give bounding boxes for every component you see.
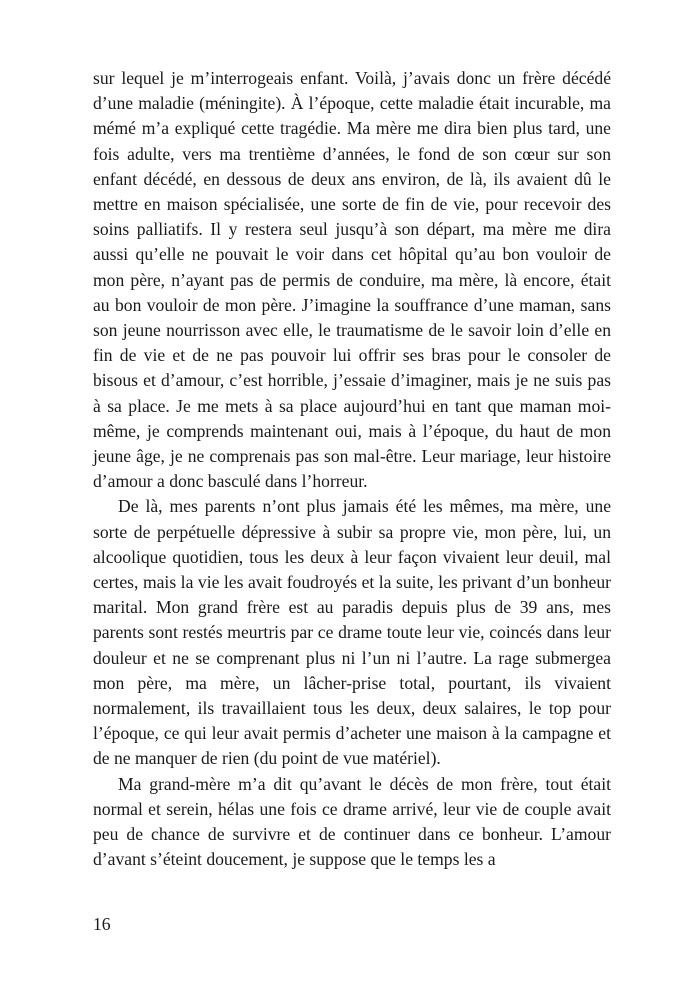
- paragraph-1: sur lequel je m’interrogeais enfant. Voilà, j’avais donc un frère décédé d’une maladie (méningite). À l’époque, cette maladie était incurable, ma mémé m’a expliqué cette tragédie. Ma mère me dira bien plus tard, une fois adulte, vers ma trentième d’années, le fond de son cœur sur son enfant décédé, en dessous de deux ans environ, de là, ils avaient dû le mettre en maison spécialisée, une sorte de fin de vie, pour recevoir des soins palliatifs. Il y restera seul jusqu’à son départ, ma mère me dira aussi qu’elle ne pouvait le voir dans cet hôpital qu’au bon vouloir de mon père, n’ayant pas de permis de conduire, ma mère, là encore, était au bon vouloir de mon père. J’imagine la souffrance d’une maman, sans son jeune nourrisson avec elle, le traumatisme de le savoir loin d’elle en fin de vie et de ne pas pouvoir lui offrir ses bras pour le consoler de bisous et d’amour, c’est horrible, j’essaie d’imaginer, mais je ne suis pas à sa place. Je me mets à sa place aujourd’hui en tant que maman moi-même, je comprends maintenant oui, mais à l’époque, du haut de mon jeune âge, je ne comprenais pas son mal-être. Leur mariage, leur histoire d’amour a donc basculé dans l’horreur.: [93, 68, 611, 492]
- page-number: 16: [93, 914, 111, 934]
- paragraph-2: De là, mes parents n’ont plus jamais été les mêmes, ma mère, une sorte de perpétuelle dépressive à subir sa propre vie, mon père, lui, un alcoolique quotidien, tous les deux à leur façon vivaient leur deuil, mal certes, mais la vie les avait foudroyés et la suite, les privant d’un bonheur marital. Mon grand frère est au paradis depuis plus de 39 ans, mes parents sont restés meurtris par ce drame toute leur vie, coincés dans leur douleur et ne se comprenant plus ni l’un ni l’autre. La rage submergea mon père, ma mère, un lâcher-prise total, pourtant, ils vivaient normalement, ils travaillaient tous les deux, deux salaires, le top pour l’époque, ce qui leur avait permis d’acheter une maison à la campagne et de ne manquer de rien (du point de vue matériel).: [93, 496, 611, 769]
- paragraph-3: Ma grand-mère m’a dit qu’avant le décès de mon frère, tout était normal et serein, hélas une fois ce drame arrivé, leur vie de couple avait peu de chance de survivre et de continuer dans ce bonheur. L’amour d’avant s’éteint doucement, je suppose que le temps les a: [93, 773, 611, 870]
- page-body: [93, 66, 611, 873]
